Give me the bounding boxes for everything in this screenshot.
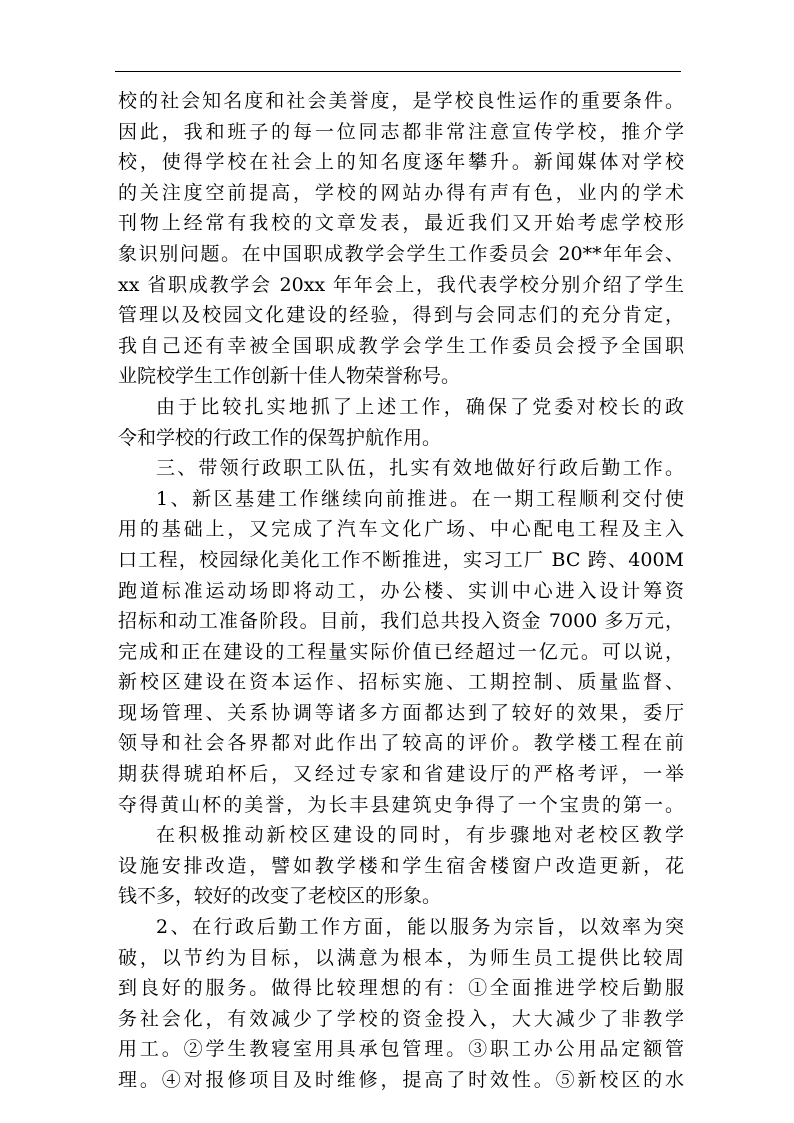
text-line: 新校区建设在资本运作、招标实施、工期控制、质量监督、 xyxy=(118,671,684,694)
text-line: 用的基础上，又完成了汽车文化广场、中心配电工程及主入 xyxy=(118,518,684,541)
paragraph-first-line: 2、在行政后勤工作方面，能以服务为宗旨，以效率为突 xyxy=(156,916,684,939)
document-body xyxy=(118,86,684,1096)
text-line: 期获得琥珀杯后，又经过专家和省建设厅的严格考评，一举 xyxy=(118,763,684,786)
text-line: 象识别问题。在中国职成教学会学生工作委员会 20**年年会、 xyxy=(118,242,684,265)
text-line: 完成和正在建设的工程量实际价值已经超过一亿元。可以说， xyxy=(118,640,684,663)
text-line: 业院校学生工作创新十佳人物荣誉称号。 xyxy=(118,365,461,388)
text-line: 领导和社会各界都对此作出了较高的评价。教学楼工程在前 xyxy=(118,732,684,755)
text-line: 设施安排改造，譬如教学楼和学生宿舍楼窗户改造更新，花 xyxy=(118,854,684,877)
text-line: 因此，我和班子的每一位同志都非常注意宣传学校，推介学 xyxy=(118,120,684,143)
text-line: 管理以及校园文化建设的经验，得到与会同志们的充分肯定， xyxy=(118,304,684,327)
text-line: 我自己还有幸被全国职成教学会学生工作委员会授予全国职 xyxy=(118,334,684,357)
text-line: xx 省职成教学会 20xx 年年会上，我代表学校分别介绍了学生 xyxy=(118,273,684,296)
paragraph-first-line: 1、新区基建工作继续向前推进。在一期工程顺利交付使 xyxy=(156,487,684,510)
header-divider xyxy=(115,71,681,72)
text-line: 校的社会知名度和社会美誉度，是学校良性运作的重要条件。 xyxy=(118,90,684,112)
paragraph-first-line: 三、带领行政职工队伍，扎实有效地做好行政后勤工作。 xyxy=(156,457,684,480)
text-line: 用工。②学生教寝室用具承包管理。③职工办公用品定额管 xyxy=(118,1038,684,1061)
text-line: 钱不多，较好的改变了老校区的形象。 xyxy=(118,885,442,908)
text-line: 令和学校的行政工作的保驾护航作用。 xyxy=(118,426,442,449)
text-line: 夺得黄山杯的美誉，为长丰县建筑史争得了一个宝贵的第一。 xyxy=(118,793,684,816)
text-line: 现场管理、关系协调等诸多方面都达到了较好的效果，委厅 xyxy=(118,701,684,724)
text-line: 到良好的服务。做得比较理想的有：①全面推进学校后勤服 xyxy=(118,977,684,1000)
text-line: 跑道标准运动场即将动工，办公楼、实训中心进入设计筹资 xyxy=(118,579,684,602)
paragraph-first-line: 由于比较扎实地抓了上述工作，确保了党委对校长的政 xyxy=(156,395,684,418)
text-line: 务社会化，有效减少了学校的资金投入，大大减少了非教学 xyxy=(118,1007,684,1030)
text-line: 口工程，校园绿化美化工作不断推进，实习工厂 BC 跨、400M xyxy=(118,548,684,571)
text-line: 刊物上经常有我校的文章发表，最近我们又开始考虑学校形 xyxy=(118,212,684,235)
text-line: 的关注度空前提高，学校的网站办得有声有色，业内的学术 xyxy=(118,181,684,204)
text-line: 校，使得学校在社会上的知名度逐年攀升。新闻媒体对学校 xyxy=(118,151,684,174)
text-line: 理。④对报修项目及时维修，提高了时效性。⑤新校区的水 xyxy=(118,1069,684,1091)
text-line: 招标和动工准备阶段。目前，我们总共投入资金 7000 多万元， xyxy=(118,610,684,633)
paragraph-first-line: 在积极推动新校区建设的同时，有步骤地对老校区教学 xyxy=(156,824,684,847)
text-line: 破，以节约为目标，以满意为根本，为师生员工提供比较周 xyxy=(118,946,684,969)
